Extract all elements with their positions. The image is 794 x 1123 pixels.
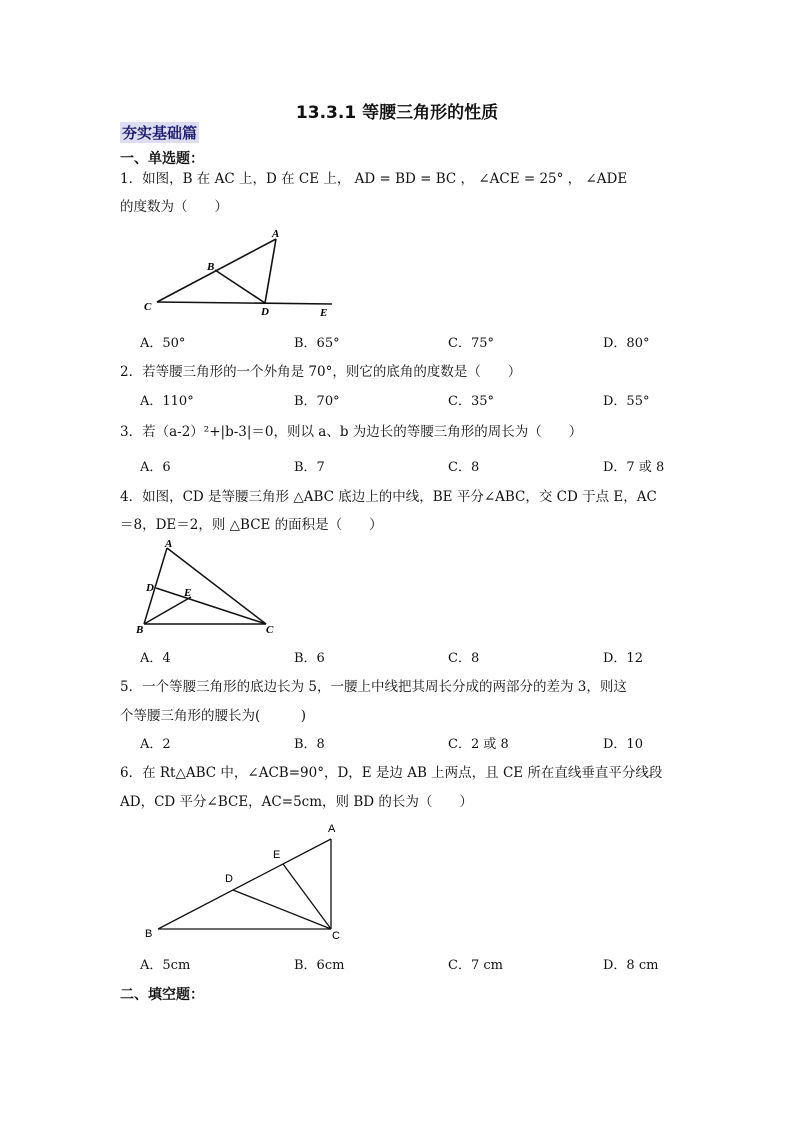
question-text: 在 Rt△ABC 中，∠ACB=90°，D，E 是边 AB 上两点，且 CE 所在直线垂直平分线段 xyxy=(142,765,663,781)
option-c[interactable]: C．35° xyxy=(448,394,494,409)
question-text: 如图，B 在 AC 上，D 在 CE 上， AD = BD = BC ， ∠ACE = 25° ， ∠ADE xyxy=(142,171,628,187)
figure-label: E xyxy=(320,307,328,319)
option-d[interactable]: D．8 cm xyxy=(603,958,659,973)
figure-label: D xyxy=(261,306,269,318)
option-d[interactable]: D．80° xyxy=(603,336,650,351)
option-a[interactable]: A．50° xyxy=(140,336,186,351)
option-c[interactable]: C．75° xyxy=(448,336,494,351)
option-a[interactable]: A．6 xyxy=(140,460,171,475)
question-4-line-2: ＝8，DE＝2，则 △BCE 的面积是（ ） xyxy=(120,517,383,533)
section-heading-fill-in: 二、填空题： xyxy=(120,987,204,1003)
option-c[interactable]: C．7 cm xyxy=(448,958,503,973)
question-4-line-1 xyxy=(120,485,657,505)
option-d[interactable]: D．10 xyxy=(603,737,643,752)
figure-label: B xyxy=(145,928,153,940)
figure-label: A xyxy=(272,228,280,240)
option-d[interactable]: D．12 xyxy=(603,651,643,666)
option-b[interactable]: B．70° xyxy=(294,394,340,409)
option-c[interactable]: C．8 xyxy=(448,460,480,475)
question-5-line-2: 个等腰三角形的腰长为( ) xyxy=(120,708,307,724)
figure-label: C xyxy=(332,930,340,942)
option-d[interactable]: D．7 或 8 xyxy=(603,460,665,475)
option-a[interactable]: A．5cm xyxy=(140,958,191,973)
option-a[interactable]: A．110° xyxy=(140,394,194,409)
option-b[interactable]: B．6 xyxy=(294,651,325,666)
question-number: 6． xyxy=(120,765,143,781)
question-6-figure xyxy=(140,818,350,943)
question-number: 5． xyxy=(120,679,143,695)
figure-label: B xyxy=(136,624,144,636)
question-text: 一个等腰三角形的底边长为 5，一腰上中线把其周长分成的两部分的差为 3，则这 xyxy=(142,679,627,695)
question-number: 2． xyxy=(120,364,143,380)
question-4-figure xyxy=(135,538,285,638)
option-b[interactable]: B．7 xyxy=(294,460,325,475)
question-number: 1． xyxy=(120,171,143,187)
figure-label: E xyxy=(273,849,281,861)
question-number: 4． xyxy=(120,489,143,505)
option-c[interactable]: C．2 或 8 xyxy=(448,737,509,752)
option-a[interactable]: A．4 xyxy=(140,651,171,666)
section-heading-single-choice: 一、单选题： xyxy=(120,151,204,167)
option-d[interactable]: D．55° xyxy=(603,394,650,409)
page-title: 13.3.1 等腰三角形的性质 xyxy=(295,103,499,123)
question-text: 若等腰三角形的一个外角是 70°，则它的底角的度数是（ ） xyxy=(142,364,522,380)
figure-label: B xyxy=(207,261,215,273)
option-a[interactable]: A．2 xyxy=(140,737,171,752)
figure-label: C xyxy=(144,301,152,313)
question-1-figure xyxy=(140,228,340,323)
question-2-line-1 xyxy=(120,360,521,380)
question-5-line-1 xyxy=(120,675,627,695)
figure-label: E xyxy=(184,587,192,599)
option-b[interactable]: B．6cm xyxy=(294,958,345,973)
figure-label: C xyxy=(266,624,274,636)
question-6-line-2: AD，CD 平分∠BCE，AC=5cm，则 BD 的长为（ ） xyxy=(120,794,473,810)
section-tag: 夯实基础篇 xyxy=(122,124,198,142)
figure-label: D xyxy=(225,873,233,885)
option-b[interactable]: B．8 xyxy=(294,737,325,752)
question-text: 若（a-2）²+|b-3|＝0，则以 a、b 为边长的等腰三角形的周长为（ ） xyxy=(142,424,583,440)
question-1-line-1 xyxy=(120,167,627,187)
figure-label: A xyxy=(328,823,336,835)
question-1-line-2: 的度数为（ ） xyxy=(120,199,228,215)
question-text: 如图，CD 是等腰三角形 △ABC 底边上的中线，BE 平分∠ABC，交 CD 于点 E，AC xyxy=(142,489,657,505)
figure-label: A xyxy=(165,538,173,550)
question-number: 3． xyxy=(120,424,143,440)
option-b[interactable]: B．65° xyxy=(294,336,340,351)
option-c[interactable]: C．8 xyxy=(448,651,480,666)
figure-label: D xyxy=(146,582,154,594)
question-6-line-1 xyxy=(120,761,662,781)
question-3-line-1 xyxy=(120,420,582,440)
